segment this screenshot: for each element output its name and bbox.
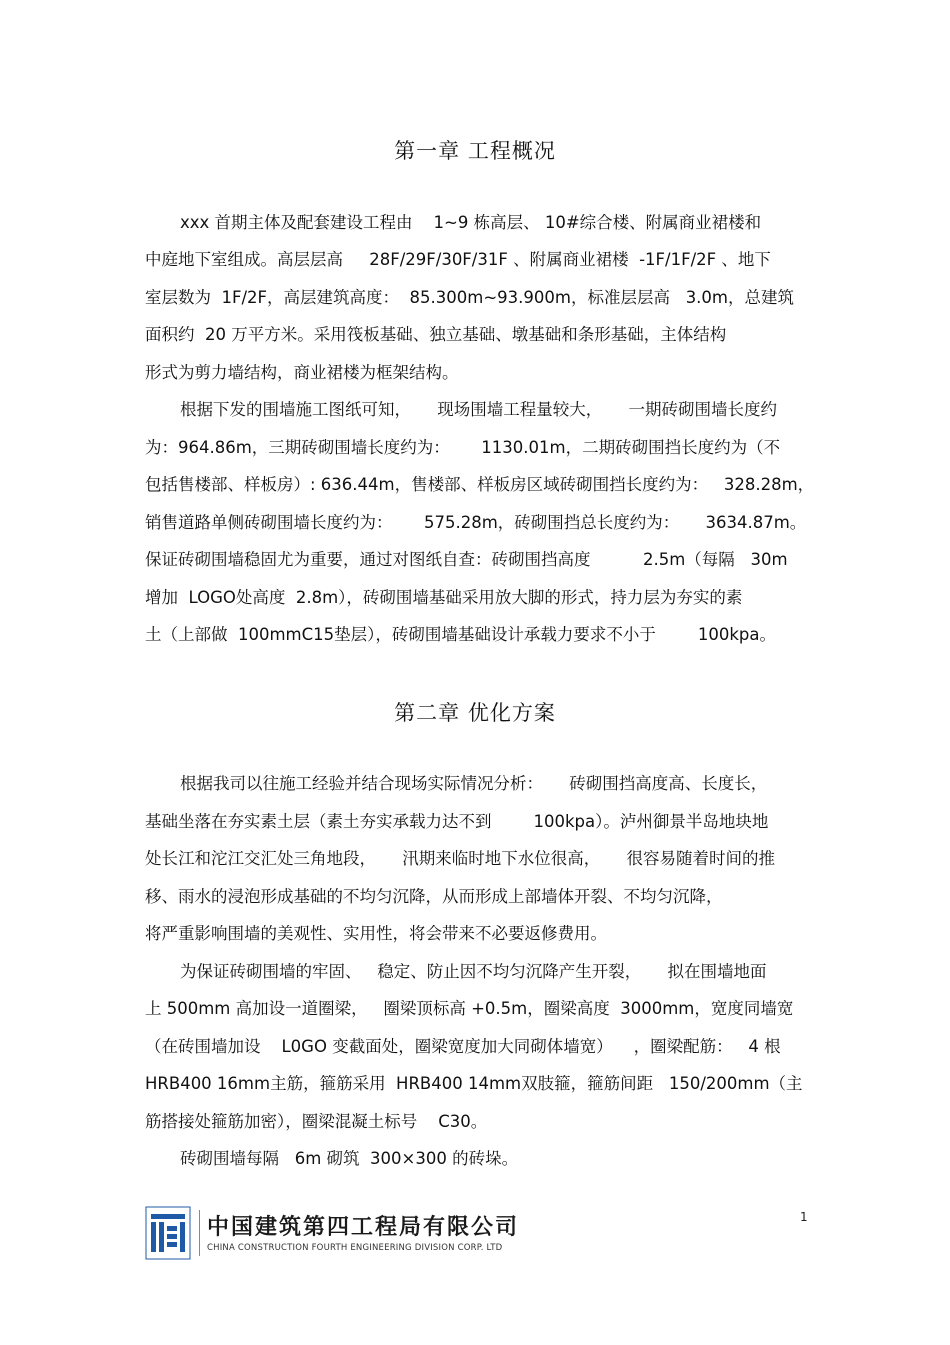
page-number: 1 [800,1210,808,1224]
paragraph-line: 筋搭接处箍筋加密），圈梁混凝土标号 C30。 [145,1112,488,1131]
paragraph-line: 根据我司以往施工经验并结合现场实际情况分析： 砖砌围挡高度高、长度长， [180,774,768,793]
chapter-1-title: 第一章 工程概况 [394,139,556,163]
paragraph-line: 中庭地下室组成。高层层高 28F/29F/30F/31F 、附属商业裙楼 -1F/1F/2F 、地下 [145,250,771,269]
paragraph-line: 面积约 20 万平方米。采用筏板基础、独立基础、墩基础和条形基础，主体结构 [145,325,727,344]
paragraph-line: HRB400 16mm主筋，箍筋采用 HRB400 14mm双肢箍，箍筋间距 150/200mm（主 [145,1074,803,1093]
paragraph-line: 销售道路单侧砖砌围墙长度约为： 575.28m，砖砌围挡总长度约为： 3634.87m。 [145,513,807,532]
footer-divider [199,1210,200,1256]
cscec-logo-icon [145,1206,191,1260]
paragraph-line: 包括售楼部、样板房）: 636.44m，售楼部、样板房区域砖砌围挡长度约为： 328.28m， [145,475,815,494]
paragraph-line: 根据下发的围墙施工图纸可知， 现场围墙工程量较大， 一期砖砌围墙长度约 [180,400,777,419]
paragraph-line: 砖砌围墙每隔 6m 砌筑 300×300 的砖垛。 [180,1149,519,1168]
paragraph-line: 增加 LOGO处高度 2.8m），砖砌围墙基础采用放大脚的形式，持力层为夯实的素 [145,588,743,607]
company-name-cn: 中国建筑第四工程局有限公司 [207,1215,520,1240]
paragraph-line: 上 500mm 高加设一道圈梁， 圈梁顶标高 +0.5m，圈梁高度 3000mm，宽度同墙宽 [145,999,794,1018]
paragraph-line: 将严重影响围墙的美观性、实用性，将会带来不必要返修费用。 [145,924,607,943]
paragraph-line: 处长江和沱江交汇处三角地段， 汛期来临时地下水位很高， 很容易随着时间的推 [145,849,775,868]
company-name-en: CHINA CONSTRUCTION FOURTH ENGINEERING DIVISION CORP. LTD [207,1243,503,1253]
paragraph-line: 保证砖砌围墙稳固尤为重要，通过对图纸自查：砖砌围挡高度 2.5m（每隔 30m [145,550,788,569]
paragraph-line: 形式为剪力墙结构，商业裙楼为框架结构。 [145,363,459,382]
paragraph-line: 基础坐落在夯实素土层（素土夯实承载力达不到 100kpa）。泸州御景半岛地块地 [145,812,769,831]
paragraph-line: 土（上部做 100mmC15垫层），砖砌围墙基础设计承载力要求不小于 100kpa。 [145,625,776,644]
paragraph-line: （在砖围墙加设 L0GO 变截面处，圈梁宽度加大同砌体墙宽） ，圈梁配筋： 4 根 [145,1037,781,1056]
paragraph-line: 室层数为 1F/2F，高层建筑高度： 85.300m~93.900m，标准层层高 3.0m，总建筑 [145,288,795,307]
chapter-2-title: 第二章 优化方案 [394,701,556,725]
company-footer [145,1206,520,1260]
paragraph-line: 为保证砖砌围墙的牢固、 稳定、防止因不均匀沉降产生开裂， 拟在围墙地面 [180,962,767,981]
paragraph-line: xxx 首期主体及配套建设工程由 1~9 栋高层、 10#综合楼、附属商业裙楼和 [180,213,762,232]
paragraph-line: 为：964.86m，三期砖砌围墙长度约为： 1130.01m，二期砖砌围挡长度约为（不 [145,438,781,457]
paragraph-line: 移、雨水的浸泡形成基础的不均匀沉降，从而形成上部墙体开裂、不均匀沉降， [145,887,723,906]
